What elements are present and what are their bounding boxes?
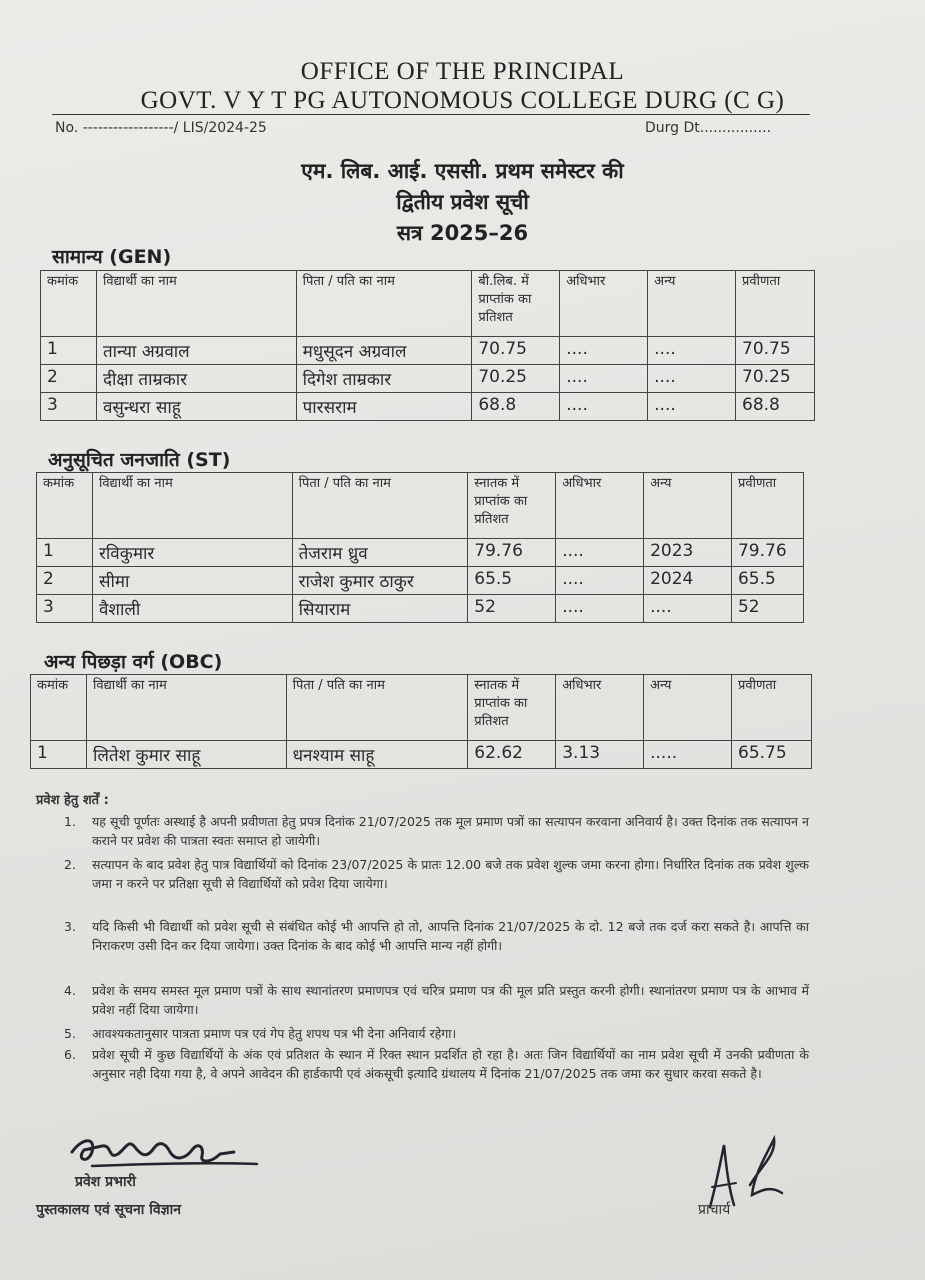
- table-cell: 2: [37, 567, 93, 595]
- table-cell: 65.5: [731, 567, 803, 595]
- table-cell: 62.62: [468, 741, 556, 769]
- column-header: अधिभार: [556, 675, 644, 741]
- table-cell: 70.75: [736, 337, 815, 365]
- table-cell: मधुसूदन अग्रवाल: [296, 337, 472, 365]
- condition-text: प्रवेश के समय समस्त मूल प्रमाण पत्रों के साथ स्थानांतरण प्रमाणपत्र एवं चरित्र प्रमाण पत्र की मूल प्रति प्रस्तुत करनी होगी। स्थानांतरण प्रमाण पत्र के आभाव में प्रवेश नहीं दिया जायेगा।: [92, 983, 809, 1017]
- table-cell: ....: [556, 595, 644, 623]
- table-cell: 3: [37, 595, 93, 623]
- table-cell: ....: [560, 337, 648, 365]
- table-cell: दिगेश ताम्रकार: [296, 365, 472, 393]
- table-cell: ....: [556, 567, 644, 595]
- table-cell: ....: [644, 595, 732, 623]
- session-title: सत्र 2025–26: [396, 221, 529, 245]
- column-header: कमांक: [41, 271, 97, 337]
- column-header: कमांक: [37, 473, 93, 539]
- signatory-department: पुस्तकालय एवं सूचना विज्ञान: [36, 1202, 182, 1218]
- obc-merit-table: [30, 674, 812, 769]
- table-cell: ....: [560, 365, 648, 393]
- table-cell: तान्या अग्रवाल: [96, 337, 296, 365]
- table-cell: 65.75: [732, 741, 812, 769]
- column-header: प्रवीणता: [731, 473, 803, 539]
- signatory-role-right: प्राचार्य: [698, 1202, 731, 1218]
- table-row: [37, 567, 804, 595]
- table-cell: ....: [648, 337, 736, 365]
- column-header: अधिभार: [556, 473, 644, 539]
- section-heading-st: अनुसूचित जनजाति (ST): [48, 449, 231, 471]
- table-row: [41, 365, 815, 393]
- table-cell: 68.8: [472, 393, 560, 421]
- column-header: विद्यार्थी का नाम: [86, 675, 286, 741]
- table-cell: 65.5: [468, 567, 556, 595]
- table-cell: सीमा: [92, 567, 292, 595]
- condition-item: [64, 981, 809, 1019]
- column-header: पिता / पति का नाम: [296, 271, 472, 337]
- header-rule: [52, 114, 810, 115]
- table-cell: ....: [648, 365, 736, 393]
- table-cell: 3.13: [556, 741, 644, 769]
- condition-text: यह सूची पूर्णतः अस्थाई है अपनी प्रवीणता हेतु प्रपत्र दिनांक 21/07/2025 तक मूल प्रमाण पत्रों का सत्यापन करवाना अनिवार्य है। उक्त दिनांक तक सत्यापन न कराने पर प्रवेश की पात्रता स्वतः समाप्त हो जायेगी।: [92, 814, 809, 848]
- column-header: अन्य: [644, 675, 732, 741]
- column-header: प्रवीणता: [732, 675, 812, 741]
- condition-number: 6.: [64, 1047, 76, 1062]
- condition-number: 5.: [64, 1026, 76, 1041]
- table-cell: 70.75: [472, 337, 560, 365]
- table-cell: पारसराम: [296, 393, 472, 421]
- table-cell: राजेश कुमार ठाकुर: [292, 567, 468, 595]
- condition-number: 2.: [64, 857, 76, 872]
- column-header: अधिभार: [560, 271, 648, 337]
- section-heading-gen: सामान्य (GEN): [52, 246, 172, 268]
- conditions-heading: प्रवेश हेतु शर्तें :: [36, 793, 109, 808]
- table-cell: 2024: [644, 567, 732, 595]
- table-cell: .....: [644, 741, 732, 769]
- table-cell: ....: [560, 393, 648, 421]
- table-cell: 3: [41, 393, 97, 421]
- table-cell: 2023: [644, 539, 732, 567]
- table-row: [41, 393, 815, 421]
- table-cell: तेजराम ध्रुव: [292, 539, 468, 567]
- condition-item: [64, 855, 809, 893]
- column-header: कमांक: [31, 675, 87, 741]
- table-row: [37, 539, 804, 567]
- table-header-row: [41, 271, 815, 337]
- column-header: बी.लिब. में प्राप्तांक का प्रतिशत: [472, 271, 560, 337]
- condition-item: [64, 1024, 809, 1043]
- table-cell: 2: [41, 365, 97, 393]
- condition-number: 4.: [64, 983, 76, 998]
- condition-number: 1.: [64, 814, 76, 829]
- condition-text: यदि किसी भी विद्यार्थी को प्रवेश सूची से संबंधित कोई भी आपत्ति हो तो, आपत्ति दिनांक 21/07/2025 के दो. 12 बजे तक दर्ज करा सकते है। आपत्ति का निराकरण उसी दिन कर दिया जायेगा। उक्त दिनांक के बाद कोई भी आपत्ति मान्य नहीं होगी।: [92, 919, 809, 953]
- table-cell: लितेश कुमार साहू: [86, 741, 286, 769]
- condition-item: [64, 812, 809, 850]
- table-cell: 52: [731, 595, 803, 623]
- document-title-line2: द्वितीय प्रवेश सूची: [396, 190, 529, 214]
- column-header: विद्यार्थी का नाम: [92, 473, 292, 539]
- column-header: स्नातक में प्राप्तांक का प्रतिशत: [468, 473, 556, 539]
- section-heading-obc: अन्य पिछड़ा वर्ग (OBC): [44, 651, 223, 673]
- table-cell: 70.25: [736, 365, 815, 393]
- condition-number: 3.: [64, 919, 76, 934]
- table-cell: 70.25: [472, 365, 560, 393]
- reference-number: No. ------------------/ LIS/2024-25: [55, 120, 267, 136]
- table-row: [31, 741, 812, 769]
- office-heading: OFFICE OF THE PRINCIPAL: [300, 58, 625, 85]
- condition-text: आवश्यकतानुसार पात्रता प्रमाण पत्र एवं गेप हेतु शपथ पत्र भी देना अनिवार्य रहेगा।: [92, 1026, 457, 1041]
- table-cell: 1: [41, 337, 97, 365]
- column-header: विद्यार्थी का नाम: [96, 271, 296, 337]
- column-header: अन्य: [644, 473, 732, 539]
- condition-item: [64, 917, 809, 955]
- document-title-line1: एम. लिब. आई. एससी. प्रथम समेस्टर की: [301, 159, 624, 183]
- table-cell: रविकुमार: [92, 539, 292, 567]
- table-header-row: [31, 675, 812, 741]
- table-cell: 68.8: [736, 393, 815, 421]
- table-cell: ....: [648, 393, 736, 421]
- condition-item: [64, 1045, 809, 1083]
- column-header: प्रवीणता: [736, 271, 815, 337]
- st-merit-table: [36, 472, 804, 623]
- college-heading: GOVT. V Y T PG AUTONOMOUS COLLEGE DURG (C G): [140, 87, 785, 114]
- table-cell: 52: [468, 595, 556, 623]
- table-header-row: [37, 473, 804, 539]
- column-header: पिता / पति का नाम: [286, 675, 468, 741]
- table-row: [37, 595, 804, 623]
- column-header: स्नातक में प्राप्तांक का प्रतिशत: [468, 675, 556, 741]
- column-header: पिता / पति का नाम: [292, 473, 468, 539]
- condition-text: सत्यापन के बाद प्रवेश हेतु पात्र विद्यार्थियों को दिनांक 23/07/2025 के प्रातः 12.00 बजे तक प्रवेश शुल्क जमा करना होगा। निर्धारित दिनांक तक प्रवेश शुल्क जमा न करने पर प्रतिक्षा सूची से विद्यार्थियों को प्रवेश दिया जायेगा।: [92, 857, 809, 891]
- table-cell: ....: [556, 539, 644, 567]
- table-cell: दीक्षा ताम्रकार: [96, 365, 296, 393]
- table-cell: 1: [37, 539, 93, 567]
- issue-date: Durg Dt................: [645, 120, 771, 136]
- condition-text: प्रवेश सूची में कुछ विद्यार्थियों के अंक एवं प्रतिशत के स्थान में रिक्त स्थान प्रदर्शित हो रहा है। अतः जिन विद्यार्थियों का नाम प्रवेश सूची में उनकी प्रवीणता के अनुसार नही दिया गया है, वे अपने आवेदन की हार्डकापी एवं अंकसूची इत्यादि ग्रंथालय में दिनांक 21/07/2025 तक जमा कर सुधार करवा सकते है।: [92, 1047, 809, 1081]
- table-cell: वैशाली: [92, 595, 292, 623]
- gen-merit-table: [40, 270, 815, 421]
- table-cell: 79.76: [468, 539, 556, 567]
- table-cell: वसुन्धरा साहू: [96, 393, 296, 421]
- table-cell: 79.76: [731, 539, 803, 567]
- column-header: अन्य: [648, 271, 736, 337]
- table-row: [41, 337, 815, 365]
- signatory-role-left: प्रवेश प्रभारी: [75, 1174, 136, 1190]
- table-cell: सियाराम: [292, 595, 468, 623]
- table-cell: धनश्याम साहू: [286, 741, 468, 769]
- table-cell: 1: [31, 741, 87, 769]
